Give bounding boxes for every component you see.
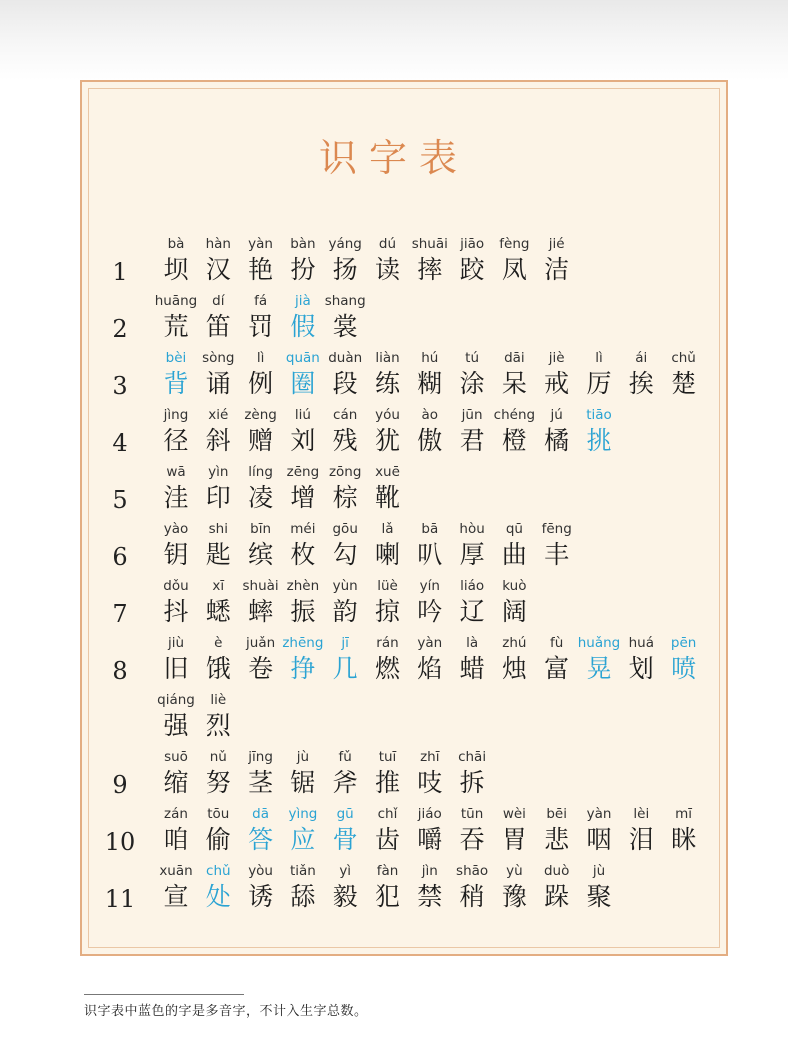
pinyin: tiǎn: [289, 863, 316, 879]
pinyin: jìng: [163, 407, 189, 423]
hanzi: 丰: [544, 540, 570, 569]
pinyin: huǎng: [577, 635, 621, 651]
pinyin: yàn: [586, 806, 612, 822]
hanzi: 处: [205, 882, 231, 911]
pinyin: bèi: [165, 350, 187, 366]
pinyin: zhú: [502, 635, 527, 651]
character-cell: [487, 577, 541, 627]
hanzi: 晃: [586, 654, 612, 683]
hanzi: 强: [163, 711, 189, 740]
hanzi: 毅: [332, 882, 358, 911]
pinyin: yì: [339, 863, 352, 879]
pinyin: líng: [248, 464, 273, 480]
pinyin: yóu: [375, 407, 400, 423]
pinyin: zēng: [286, 464, 320, 480]
pinyin: liáo: [460, 578, 485, 594]
hanzi: 韵: [332, 597, 358, 626]
pinyin: hàn: [205, 236, 231, 252]
hanzi: 咽: [586, 825, 612, 854]
hanzi: 阔: [501, 597, 527, 626]
hanzi: 糊: [417, 369, 443, 398]
hanzi: 橙: [501, 426, 527, 455]
hanzi: 喇: [374, 540, 400, 569]
pinyin: jiāo: [460, 236, 485, 252]
hanzi: 钥: [163, 540, 189, 569]
pinyin: quān: [285, 350, 320, 366]
hanzi: 凤: [501, 255, 527, 284]
pinyin: tú: [465, 350, 480, 366]
pinyin: chǐ: [377, 806, 398, 822]
hanzi: 洼: [163, 483, 189, 512]
hanzi: 吟: [417, 597, 443, 626]
hanzi: 凌: [248, 483, 274, 512]
hanzi: 烛: [501, 654, 527, 683]
character-cell: [572, 862, 626, 912]
hanzi: 蟀: [248, 597, 274, 626]
pinyin: dǒu: [163, 578, 189, 594]
row-number: 5: [112, 486, 128, 514]
row-number: 1: [112, 258, 128, 286]
table-row: [0, 292, 788, 344]
pinyin: yàn: [248, 236, 273, 252]
hanzi: 胃: [501, 825, 527, 854]
hanzi: 焰: [417, 654, 443, 683]
hanzi: 锯: [290, 768, 316, 797]
pinyin: gōu: [332, 521, 358, 537]
pinyin: zōng: [328, 464, 362, 480]
hanzi: 靴: [374, 483, 400, 512]
hanzi: 富: [544, 654, 570, 683]
pinyin: fèng: [499, 236, 530, 252]
hanzi: 跤: [459, 255, 485, 284]
hanzi: 印: [205, 483, 231, 512]
pinyin: liú: [294, 407, 311, 423]
table-row: [0, 805, 788, 857]
hanzi: 泪: [628, 825, 654, 854]
pinyin: huá: [628, 635, 654, 651]
pinyin: shāo: [456, 863, 489, 879]
hanzi: 诵: [205, 369, 231, 398]
hanzi: 缩: [163, 768, 189, 797]
hanzi: 悲: [544, 825, 570, 854]
character-cell: [657, 349, 711, 399]
pinyin: jù: [592, 863, 606, 879]
row-number: 3: [112, 372, 128, 400]
table-row: [0, 463, 788, 515]
table-row: [0, 577, 788, 629]
pinyin: dú: [378, 236, 397, 252]
pinyin: xié: [208, 407, 229, 423]
hanzi: 咱: [163, 825, 189, 854]
hanzi: 涂: [459, 369, 485, 398]
row-number: 10: [104, 828, 136, 856]
pinyin: suō: [164, 749, 188, 765]
row-number: 7: [112, 600, 128, 628]
pinyin: xuān: [159, 863, 193, 879]
hanzi: 舔: [290, 882, 316, 911]
hanzi: 汉: [205, 255, 231, 284]
pinyin: dí: [212, 293, 225, 309]
pinyin: zèng: [244, 407, 277, 423]
hanzi: 拆: [459, 768, 485, 797]
hanzi: 假: [290, 312, 316, 341]
hanzi: 坝: [163, 255, 189, 284]
hanzi: 蜡: [459, 654, 485, 683]
hanzi: 笛: [205, 312, 231, 341]
table-row: [0, 634, 788, 686]
hanzi: 烈: [205, 711, 231, 740]
hanzi: 圈: [290, 369, 316, 398]
hanzi: 枚: [290, 540, 316, 569]
table-row: [0, 520, 788, 572]
pinyin: xuē: [375, 464, 400, 480]
pinyin: bā: [421, 521, 439, 537]
pinyin: chǔ: [206, 863, 231, 879]
hanzi: 推: [374, 768, 400, 797]
pinyin: tiāo: [586, 407, 612, 423]
pinyin: zhēng: [282, 635, 324, 651]
pinyin: jú: [550, 407, 563, 423]
pinyin: kuò: [502, 578, 527, 594]
hanzi: 斧: [332, 768, 358, 797]
character-cell: [657, 805, 711, 855]
pinyin: ào: [421, 407, 439, 423]
hanzi: 答: [248, 825, 274, 854]
hanzi: 饿: [205, 654, 231, 683]
pinyin: qū: [505, 521, 523, 537]
hanzi: 旧: [163, 654, 189, 683]
pinyin: zhī: [420, 749, 440, 765]
hanzi: 厚: [459, 540, 485, 569]
hanzi: 橘: [544, 426, 570, 455]
hanzi: 挣: [290, 654, 316, 683]
row-number: 9: [112, 771, 128, 799]
pinyin: zhèn: [286, 578, 320, 594]
character-cell: [530, 520, 584, 570]
hanzi: 段: [332, 369, 358, 398]
pinyin: jiè: [548, 350, 565, 366]
table-row: [0, 406, 788, 458]
hanzi: 稍: [459, 882, 485, 911]
pinyin: bēi: [546, 806, 567, 822]
hanzi: 例: [248, 369, 274, 398]
pinyin: yù: [506, 863, 523, 879]
pinyin: shang: [324, 293, 366, 309]
hanzi: 楚: [671, 369, 697, 398]
row-number: 8: [112, 657, 128, 685]
pinyin: juǎn: [246, 635, 276, 651]
character-cell: [361, 463, 415, 513]
hanzi: 努: [205, 768, 231, 797]
hanzi: 罚: [248, 312, 274, 341]
pinyin: duò: [543, 863, 570, 879]
pinyin: chéng: [493, 407, 536, 423]
pinyin: dāi: [504, 350, 525, 366]
hanzi: 禁: [417, 882, 443, 911]
pinyin: méi: [290, 521, 316, 537]
character-cell: [530, 235, 584, 285]
hanzi: 划: [628, 654, 654, 683]
hanzi: 豫: [501, 882, 527, 911]
pinyin: shuài: [242, 578, 279, 594]
hanzi: 抖: [163, 597, 189, 626]
pinyin: yín: [419, 578, 440, 594]
hanzi: 几: [332, 654, 358, 683]
pinyin: nǔ: [209, 749, 227, 765]
pinyin: fǔ: [338, 749, 352, 765]
pinyin: fá: [254, 293, 268, 309]
hanzi: 喷: [671, 654, 697, 683]
pinyin: hú: [421, 350, 439, 366]
pinyin: lèi: [633, 806, 650, 822]
hanzi: 扮: [290, 255, 316, 284]
pinyin: jūn: [461, 407, 483, 423]
pinyin: wèi: [502, 806, 526, 822]
pinyin: gū: [336, 806, 354, 822]
pinyin: pēn: [670, 635, 697, 651]
hanzi: 吱: [417, 768, 443, 797]
pinyin: shuāi: [411, 236, 448, 252]
hanzi: 裳: [332, 312, 358, 341]
hanzi: 应: [290, 825, 316, 854]
row-number: 4: [112, 429, 128, 457]
hanzi: 洁: [544, 255, 570, 284]
pinyin: tūn: [460, 806, 484, 822]
pinyin: yòu: [248, 863, 273, 879]
hanzi: 傲: [417, 426, 443, 455]
pinyin: là: [466, 635, 479, 651]
hanzi: 残: [332, 426, 358, 455]
pinyin: yào: [163, 521, 189, 537]
hanzi: 蟋: [205, 597, 231, 626]
pinyin: liàn: [375, 350, 400, 366]
pinyin: jīng: [248, 749, 273, 765]
pinyin: cán: [333, 407, 358, 423]
hanzi: 挨: [628, 369, 654, 398]
hanzi: 背: [163, 369, 189, 398]
pinyin: yìng: [288, 806, 318, 822]
hanzi: 挑: [586, 426, 612, 455]
pinyin: xī: [212, 578, 225, 594]
pinyin: jiáo: [417, 806, 442, 822]
hanzi: 扬: [332, 255, 358, 284]
hanzi: 偷: [205, 825, 231, 854]
hanzi: 宣: [163, 882, 189, 911]
pinyin: ái: [635, 350, 648, 366]
pinyin: zán: [164, 806, 188, 822]
pinyin: jī: [341, 635, 349, 651]
pinyin: yáng: [328, 236, 362, 252]
pinyin: fù: [550, 635, 564, 651]
hanzi: 厉: [586, 369, 612, 398]
hanzi: 读: [374, 255, 400, 284]
hanzi: 掠: [374, 597, 400, 626]
pinyin: bīn: [250, 521, 272, 537]
row-number: 11: [104, 885, 136, 913]
pinyin: liè: [210, 692, 227, 708]
pinyin: jù: [296, 749, 310, 765]
hanzi: 茎: [248, 768, 274, 797]
pinyin: chǔ: [671, 350, 696, 366]
pinyin: è: [214, 635, 223, 651]
page-title: 识字表: [318, 136, 469, 180]
hanzi: 吞: [459, 825, 485, 854]
footnote-divider: [84, 994, 244, 995]
hanzi: 勾: [332, 540, 358, 569]
hanzi: 眯: [671, 825, 697, 854]
pinyin: lì: [595, 350, 603, 366]
hanzi: 振: [290, 597, 316, 626]
pinyin: yàn: [417, 635, 443, 651]
character-cell: [318, 292, 372, 342]
pinyin: jìn: [421, 863, 438, 879]
pinyin: bà: [167, 236, 185, 252]
pinyin: hòu: [459, 521, 485, 537]
row-number: 6: [112, 543, 128, 571]
hanzi: 诱: [248, 882, 274, 911]
hanzi: 摔: [417, 255, 443, 284]
pinyin: yùn: [332, 578, 358, 594]
hanzi: 呆: [501, 369, 527, 398]
pinyin: fàn: [376, 863, 399, 879]
hanzi: 艳: [248, 255, 274, 284]
pinyin: qiáng: [157, 692, 195, 708]
pinyin: duàn: [328, 350, 363, 366]
pinyin: huāng: [154, 293, 198, 309]
hanzi: 戒: [544, 369, 570, 398]
pinyin: rán: [376, 635, 399, 651]
pinyin: yìn: [208, 464, 229, 480]
hanzi: 荒: [163, 312, 189, 341]
hanzi: 增: [290, 483, 316, 512]
hanzi: 犯: [374, 882, 400, 911]
hanzi: 犹: [374, 426, 400, 455]
pinyin: jiù: [167, 635, 185, 651]
hanzi: 缤: [248, 540, 274, 569]
hanzi: 燃: [374, 654, 400, 683]
hanzi: 骨: [332, 825, 358, 854]
character-cell: [191, 691, 245, 741]
hanzi: 叭: [417, 540, 443, 569]
polyphone-character: [572, 406, 626, 456]
pinyin: mī: [675, 806, 693, 822]
pinyin: bàn: [290, 236, 316, 252]
table-row: [0, 691, 788, 743]
table-row: [0, 862, 788, 914]
pinyin: tuī: [378, 749, 397, 765]
hanzi: 君: [459, 426, 485, 455]
pinyin: dā: [252, 806, 270, 822]
pinyin: sòng: [202, 350, 235, 366]
pinyin: jié: [548, 236, 565, 252]
row-number: 2: [112, 315, 128, 343]
character-cell: [445, 748, 499, 798]
pinyin: wā: [166, 464, 186, 480]
pinyin: lüè: [377, 578, 398, 594]
polyphone-character: [657, 634, 711, 684]
hanzi: 齿: [374, 825, 400, 854]
pinyin: lǎ: [381, 521, 394, 537]
hanzi: 径: [163, 426, 189, 455]
hanzi: 跺: [544, 882, 570, 911]
hanzi: 斜: [205, 426, 231, 455]
footnote: 识字表中蓝色的字是多音字，不计入生字总数。: [84, 1004, 368, 1019]
table-row: [0, 349, 788, 401]
pinyin: jià: [295, 293, 311, 309]
pinyin: fēng: [541, 521, 572, 537]
pinyin: chāi: [458, 749, 487, 765]
table-row: [0, 748, 788, 800]
pinyin: shi: [208, 521, 228, 537]
hanzi: 聚: [586, 882, 612, 911]
hanzi: 卷: [248, 654, 274, 683]
hanzi: 嚼: [417, 825, 443, 854]
pinyin: lì: [256, 350, 265, 366]
hanzi: 辽: [459, 597, 485, 626]
hanzi: 匙: [205, 540, 231, 569]
pinyin: tōu: [207, 806, 230, 822]
hanzi: 刘: [290, 426, 316, 455]
table-row: [0, 235, 788, 287]
hanzi: 赠: [248, 426, 274, 455]
hanzi: 棕: [332, 483, 358, 512]
hanzi: 曲: [501, 540, 527, 569]
hanzi: 练: [374, 369, 400, 398]
